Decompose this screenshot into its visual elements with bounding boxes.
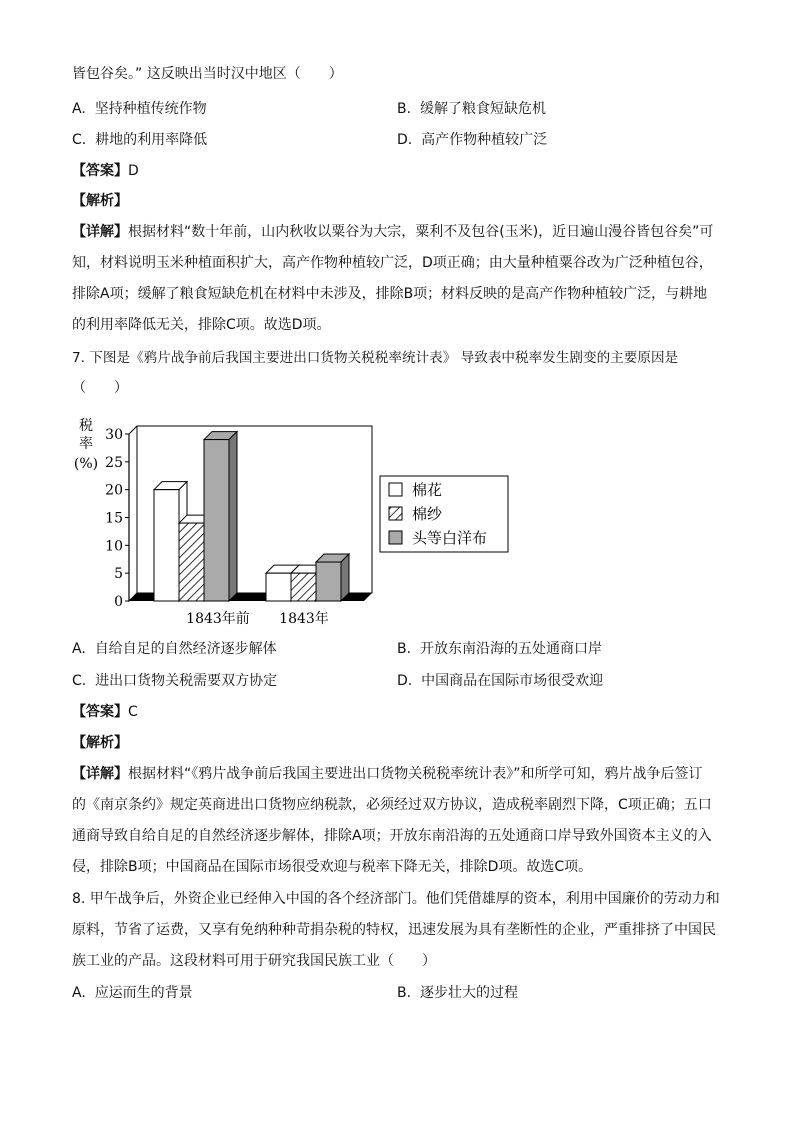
answer-tag: 【答案】 [72,163,128,179]
q6-detail-line-3: 排除A项；缓解了粮食短缺危机在材料中未涉及，排除B项；材料反映的是高产作物种植较广泛，与耕地 [72,286,708,302]
bar-side [341,554,349,601]
detail-tag: 【详解】 [72,224,128,240]
bar-front [179,523,204,601]
option-label: A. [72,641,86,657]
q7-detail-line-1 [72,764,703,784]
q7-option-b[interactable] [397,639,602,659]
detail-text: 根据材料“数十年前，山内秋收以粟谷为大宗，粟利不及包谷(玉米)，近日遍山漫谷皆包谷矣”可 [128,224,714,240]
q7-detail-line-4: 侵，排除B项；中国商品在国际市场很受欢迎与税率下降无关，排除D项。故选C项。 [72,859,593,875]
option-label: A. [72,101,86,117]
option-label: B. [397,985,412,1001]
x-tick-label: 1843年前 [186,611,250,627]
option-text: 逐步壮大的过程 [419,985,518,1001]
legend-label: 头等白洋布 [412,529,488,547]
bar-front [316,562,341,601]
legend-label: 棉纱 [412,505,443,523]
bar-front [266,573,291,601]
q6-option-b[interactable] [397,99,546,119]
q7-answer [72,702,138,722]
answer-value: D [128,163,139,179]
legend-swatch [389,507,402,520]
q6-detail-line-1 [72,222,713,242]
bar-front [291,573,316,601]
bar-front [204,440,229,601]
x-tick-label: 1843年 [279,611,329,627]
q6-detail-line-2: 知，材料说明玉米种植面积扩大，高产作物种植较广泛，D项正确；由大量种植粟谷改为广泛种植包谷， [72,255,713,271]
q8-option-b[interactable] [397,983,518,1003]
bar-front [154,490,179,601]
q7-stem-line-1: 7. 下图是《鸦片战争前后我国主要进出口货物关税税率统计表》 导致表中税率发生剧变的主要原因是 [72,350,679,366]
option-label: B. [397,641,412,657]
y-label-line-2: 率 [79,436,93,452]
q8-stem-line-2: 原料，节省了运费，又享有免纳种种苛捐杂税的特权，迅速发展为具有垄断性的企业，严重排挤了中国民 [72,922,716,938]
q6-option-d[interactable] [397,130,547,150]
option-text: 应运而生的背景 [94,985,193,1001]
legend-swatch [389,531,402,544]
y-label-line-3: (%) [73,456,99,472]
option-text: 自给自足的自然经济逐步解体 [94,641,277,657]
y-tick-label: 30 [105,427,123,443]
option-text: 高产作物种植较广泛 [421,132,548,148]
q7-detail-line-2: 的《南京条约》规定英商进出口货物应纳税款，必须经过双方协议，造成税率剧烈下降，C项正确；五口 [72,797,712,813]
q6-stem-tail: 皆包谷矣。” 这反映出当时汉中地区（ ） [72,66,343,82]
bar-side [229,432,237,601]
bar-1-3 [204,432,237,601]
bar-2-3 [316,554,349,601]
option-label: B. [397,101,412,117]
q8-stem-line-1: 8. 甲午战争后，外资企业已经伸入中国的各个经济部门。他们凭借雄厚的资本，利用中国廉价的劳动力和 [72,891,720,907]
option-text: 耕地的利用率降低 [95,132,208,148]
q8-option-a[interactable] [72,983,193,1003]
option-text: 缓解了粮食短缺危机 [419,101,546,117]
detail-text: 根据材料“《鸦片战争前后我国主要进出口货物关税税率统计表》”和所学可知，鸦片战争后签订 [128,766,703,782]
y-tick-label: 5 [114,566,123,583]
option-text: 坚持种植传统作物 [94,101,207,117]
y-tick-label: 10 [105,538,123,555]
y-label-line-1: 税 [79,418,93,434]
q7-option-a[interactable] [72,639,277,659]
option-label: C. [72,132,87,148]
option-label: D. [397,673,413,689]
q6-option-a[interactable] [72,99,207,119]
tariff-bar-chart [72,410,532,635]
option-text: 中国商品在国际市场很受欢迎 [421,673,604,689]
legend-swatch [389,483,402,496]
answer-tag: 【答案】 [72,704,128,720]
q7-analysis-tag: 【解析】 [72,735,128,751]
option-text: 进出口货物关税需要双方协定 [95,673,278,689]
q8-stem-line-3: 族工业的产品。这段材料可用于研究我国民族工业（ ） [72,953,436,969]
y-tick-label: 25 [105,454,123,471]
option-label: C. [72,673,87,689]
answer-value: C [128,704,138,720]
y-tick-label: 0 [114,594,123,610]
q6-option-c[interactable] [72,130,207,150]
detail-tag: 【详解】 [72,766,128,782]
q7-detail-line-3: 通商导致自给自足的自然经济逐步解体，排除A项；开放东南沿海的五处通商口岸导致外国资本主义的入 [72,828,712,844]
option-text: 开放东南沿海的五处通商口岸 [419,641,602,657]
q7-stem-line-2: （ ） [72,380,128,396]
q7-option-c[interactable] [72,671,277,691]
q6-detail-line-4: 的利用率降低无关，排除C项。故选D项。 [72,317,331,333]
q6-answer [72,161,139,181]
q6-analysis-tag: 【解析】 [72,193,128,209]
option-label: A. [72,985,86,1001]
legend-label: 棉花 [412,481,443,499]
y-tick-label: 15 [105,510,123,527]
q7-option-d[interactable] [397,671,603,691]
y-tick-label: 20 [105,482,123,499]
option-label: D. [397,132,413,148]
